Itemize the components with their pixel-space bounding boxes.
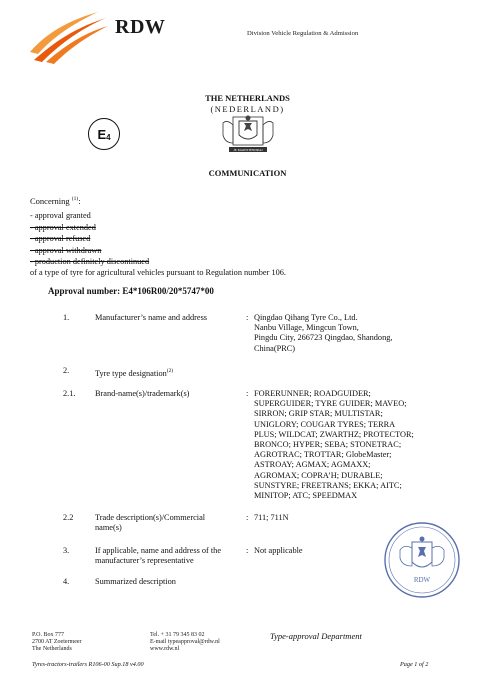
rdw-stamp-icon: [382, 520, 462, 600]
item-label-text: Brand-name(s)/trademark(s): [95, 389, 190, 398]
concerning-label: Concerning $^{(1)}$:: [30, 196, 81, 206]
approval-option: - approval withdrawn: [30, 245, 102, 255]
approval-option: - production definitely discontinued: [30, 257, 150, 267]
item-label: [95, 513, 245, 533]
e-mark-number: 4: [106, 132, 111, 142]
item-colon: :: [246, 389, 249, 398]
item-label: [95, 366, 245, 379]
approval-option: - approval refused: [30, 234, 91, 244]
approval-number: Approval number: E4*106R00/20*5747*00: [48, 286, 214, 296]
item-value-text: Qingdao Qihang Tyre Co., Ltd. Nanbu Village, Mingcun Town, Pingdu City, 266723 Qingdao, Shandong, China(PRC): [254, 313, 393, 353]
item-colon: :: [246, 313, 249, 322]
approval-options-list: [30, 210, 149, 268]
item-value-text: FORERUNNER; ROADGUIDER; SUPERGUIDER; TYRE GUIDER; MAVEO; SIRRON; GRIP STAR; MULTISTAR; UNIGLORY; COUGAR TYRES; TERRA PLUS; WILDCAT; ZWARTHZ; PROTECTOR; BRONCO; HYPER; SEBA; STONETRAC; AGROTRAC; TROTTAR; GlobeMaster; ASTROAY; AGMAX; AGMAXX; AGROMAX; COPRA’H; DURABLE; SUNSTYRE; FREETRANS; EKKA; AITC; MINITOP; ATC; SPEEDMAX: [254, 389, 414, 501]
brand-name: RDW: [115, 16, 166, 38]
stamp-text: RDW: [413, 576, 431, 584]
item-label-text: If applicable, name and address of the manufacturer’s representative: [95, 546, 222, 566]
rdw-logo-icon: [28, 8, 110, 66]
item-value-text: Not applicable: [254, 546, 303, 555]
item-label-text: Tyre type designation: [95, 368, 167, 378]
department-name: Type-approval Department: [270, 631, 362, 641]
footer-contact: Tel. + 31 79 345 83 02 E-mail typeapproval@rdw.nl www.rdw.nl: [150, 632, 220, 653]
division-name: Division Vehicle Regulation & Admission: [247, 30, 359, 37]
country-name: THE NETHERLANDS: [205, 93, 290, 103]
item-label: [95, 389, 245, 399]
item-number: 2.1.: [63, 389, 76, 398]
item-label-text: Summarized description: [95, 577, 176, 586]
item-number: 3.: [63, 546, 70, 555]
item-value: [246, 313, 446, 354]
item-number: 2.: [63, 366, 70, 375]
item-colon: :: [246, 513, 249, 522]
item-value: [246, 389, 446, 501]
item-label-footnote: (2): [166, 368, 174, 374]
item-label: [95, 546, 245, 566]
footer-address: P.O. Box 777 2700 AT Zoetermeer The Netherlands: [32, 632, 82, 653]
document-title: COMMUNICATION: [208, 168, 287, 178]
item-label: [95, 577, 245, 587]
e-mark-letter: E: [97, 126, 107, 142]
item-number: 2.2: [63, 513, 74, 522]
item-value-text: 711; 711N: [254, 513, 289, 522]
item-number: 4.: [63, 577, 70, 586]
e-mark: [88, 118, 122, 152]
item-label: [95, 313, 245, 323]
item-colon: :: [246, 546, 249, 555]
item-label-text: Trade description(s)/Commercial name(s): [95, 513, 206, 533]
item-label-text: Manufacturer’s name and address: [95, 313, 208, 322]
concerning-footnote: (1): [71, 196, 79, 203]
approval-option: - approval extended: [30, 222, 96, 232]
country-native-name: (NEDERLAND): [210, 104, 285, 114]
coat-of-arms-icon: [213, 113, 283, 159]
document-reference: Tyres-tractors-trailers R106-00 Sup.18 v4.00: [32, 661, 144, 668]
item-number: 1.: [63, 313, 70, 322]
page-number: Page 1 of 2: [400, 661, 429, 668]
approval-option: - approval granted: [30, 211, 91, 220]
tyre-type-statement: of a type of tyre for agricultural vehicles pursuant to Regulation number 106.: [30, 268, 286, 277]
crest-ribbon-text: JE MAINTIENDRAI: [233, 148, 263, 152]
